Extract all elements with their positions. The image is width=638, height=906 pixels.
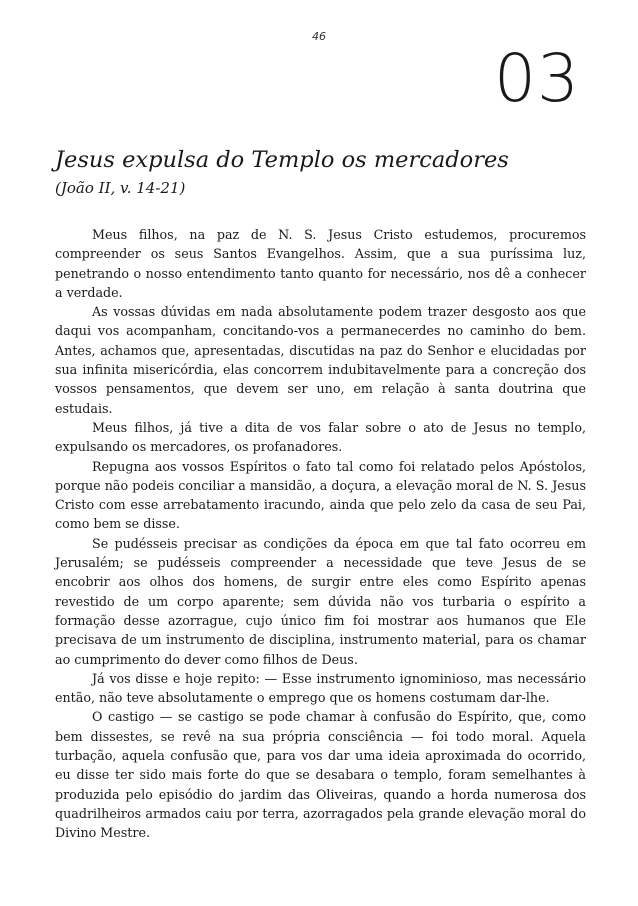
paragraph: Se pudésseis precisar as condições da época em que tal fato ocorreu em Jerusalém; se pudésseis compreender a necessidade que teve Jesus de se encobrir aos olhos dos homens, de surgir entre eles como Espírito apenas revestido de um corpo aparente; sem dúvida não vos turbaria o espírito a formação desse azorrague, cujo único fim foi mostrar aos humanos que Ele precisava de um instrumento de disciplina, instrumento material, para os chamar ao cumprimento do dever como filhos de Deus. <box>55 535 586 667</box>
scripture-reference: (João II, v. 14-21) <box>55 179 186 197</box>
chapter-title: Jesus expulsa do Templo os mercadores <box>55 147 509 173</box>
paragraph: Meus filhos, já tive a dita de vos falar sobre o ato de Jesus no templo, expulsando os mercadores, os profanadores. <box>55 419 586 455</box>
paragraph: Repugna aos vossos Espíritos o fato tal como foi relatado pelos Apóstolos, porque não podeis conciliar a mansidão, a doçura, a elevação moral de N. S. Jesus Cristo com esse arrebatamento iracundo, ainda que pelo zelo da casa de seu Pai, como bem se disse. <box>55 458 586 532</box>
paragraph: Meus filhos, na paz de N. S. Jesus Cristo estudemos, procuremos compreender os seus Santos Evangelhos. Assim, que a sua puríssima luz, penetrando o nosso entendimento tanto quanto for necessário, nos dê a conhecer a verdade. <box>55 227 586 300</box>
page-number: 46 <box>312 30 326 43</box>
paragraph: As vossas dúvidas em nada absolutamente podem trazer desgosto aos que daqui vos acompanham, concitando-vos a permanecerdes no caminho do bem. Antes, achamos que, apresentadas, discutidas na paz do Senhor e elucidadas por sua infinita misericórdia, elas concorrem indubitavelmente para a concreção dos vossos pensamentos, que devem ser uno, em relação à santa doutrina que estudais. <box>55 304 586 416</box>
chapter-number: 03 <box>494 40 580 117</box>
body-text <box>55 225 586 843</box>
paragraph: O castigo — se castigo se pode chamar à confusão do Espírito, que, como bem dissestes, se revê na sua própria consciência — foi todo moral. Aquela turbação, aquela confusão que, para vos dar uma ideia aproximada do ocorrido, eu disse ter sido mais forte do que se desabara o templo, foram semelhantes à produzida pelo episódio do jardim das Oliveiras, quando a horda numerosa dos quadrilheiros armados caiu por terra, azorragados pela grande elevação moral do Divino Mestre. <box>55 709 586 841</box>
paragraph: Já vos disse e hoje repito: — Esse instrumento ignominioso, mas necessário então, não teve absolutamente o emprego que os homens costumam dar-lhe. <box>55 670 586 706</box>
